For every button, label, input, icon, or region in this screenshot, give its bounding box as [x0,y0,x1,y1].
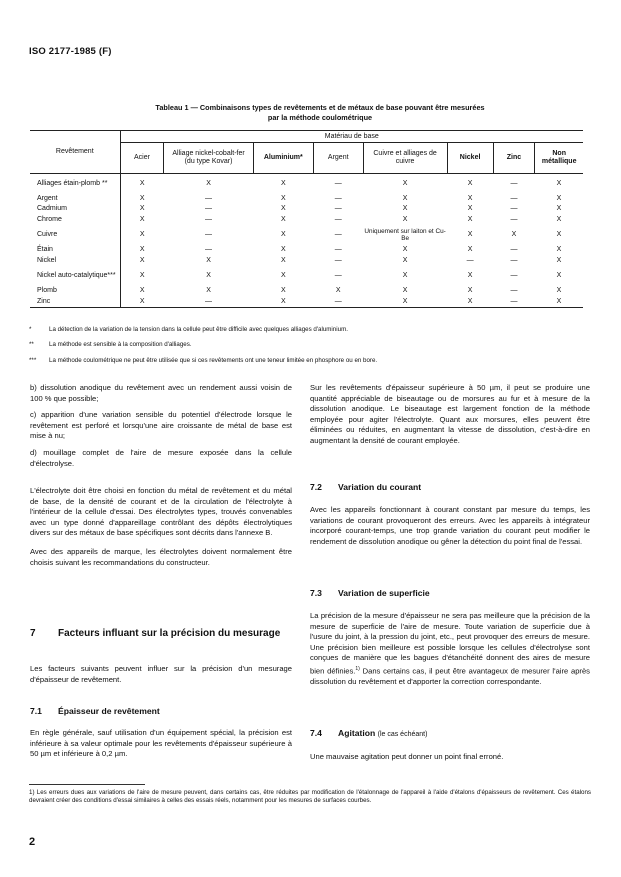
table-cell: X [556,215,562,223]
column-header: Alliage nickel-cobalt-fer (du type Kovar) [164,143,253,174]
table-cell: X [556,231,562,238]
section-7-3-body [310,611,590,694]
table-row [30,215,583,226]
table-row [30,194,583,205]
document-header: ISO 2177-1985 (F) [29,46,112,57]
table-cell: — [510,205,518,213]
table-note [29,357,589,364]
table-cell: X [447,297,493,308]
table-cell: — [205,205,213,213]
table-cell: X [139,215,145,223]
row-label: Cadmium [30,204,120,215]
table-cell: X [139,231,145,238]
column-header: Cuivre et alliages de cuivre [363,143,447,174]
table-cell: X [402,272,408,279]
section-7-1-title: Épaisseur de revêtement [58,706,160,716]
thickness-paragraph: Sur les revêtements d'épaisseur supérieure à 50 µm, il peut se produire une quantité appréciable de biseautage ou de morsures au fur et à mesure de la dissolution anodique. Le biseautage est largement fonction de la méthode employée pour agiter l'électrolyte. Quant aux morsures, elles peuvent être éliminées ou réduites, en augmentant la vitesse de dissolution, c'est-à-dire en augmentant la densité de courant employée. [310,383,590,445]
section-7-heading [30,627,292,640]
section-7-2-title: Variation du courant [338,482,422,492]
table-cell: X [556,246,562,254]
table-cell: X [467,179,473,187]
section-7-3-number: 7.3 [310,588,322,598]
section-7-2-text: Avec les appareils fonctionnant à courant constant par mesure du temps, les variations de courant provoqueront des erreurs. Avec les appareils à intégrateur incorporé courant-temps, une trop grande variation du courant peut modifier le rendement de dissolution anodique ou gêner la détection du point final de l'essai. [310,505,590,546]
table-cell: — [493,297,535,308]
table-row [30,266,583,286]
table-cell: — [510,246,518,254]
table-row [30,286,583,297]
section-7-3-text-a: La précision de la mesure d'épaisseur ne sera pas meilleure que la précision de la mesure de superficie de l'aire de mesure. Toute variation de superficie due à l'usure du joint, à la pression du joint, etc., peut provoquer des erreurs de mesure. Une précision bien meilleure est possible lorsque les cellules d'électrolyse sont conçues de manière que les bagues d'étanchéité donnent des aires de mesure bien définies. [310,611,590,676]
table-note [29,326,589,333]
table-cell: X [467,205,473,213]
coating-combinations-table [30,130,583,308]
table-cell: X [467,246,473,254]
table-cell: X [556,205,562,213]
table-caption-line2: par la méthode coulométrique [267,113,373,122]
column-header: Argent [313,143,363,174]
table-cell: — [334,256,342,264]
section-7-number: 7 [30,628,36,639]
list-item-d: d) mouillage complet de l'aire de mesure exposée dans la cellule d'électrolyse. [30,447,292,468]
section-7-4-title: Agitation [338,728,376,738]
brand-apparatus-paragraph: Avec des appareils de marque, les électrolytes doivent normalement être choisis suivant les recommandations du constructeur. [30,546,292,567]
table-cell: X [280,256,286,264]
table-row [30,256,583,267]
table-cell: X [556,256,562,264]
section-7-1-number: 7.1 [30,706,42,716]
table-row [30,204,583,215]
footnote: 1) Les erreurs dues aux variations de l'aire de mesure peuvent, dans certains cas, être réduites par modification de l'étalonnage de l'appareil à l'aide d'étalons d'épaisseurs de revêtement. Ces étalons devraient créer des conditions d'essai similaires à celles des essais réels, notamment pour les mesures de surfaces courbes. [29,789,591,805]
table-cell: X [206,272,211,279]
table-cell: X [280,272,286,279]
section-7-2-heading [310,482,421,492]
table-cell: X [535,297,583,308]
table-cell: — [164,297,253,308]
section-7-2-number: 7.2 [310,482,322,492]
section-7-title: Facteurs influant sur la précision du mesurage [58,628,281,639]
footnote-reference: 1) [355,665,360,672]
table-cell: X [206,287,211,295]
column-header: Nickel [447,143,493,174]
table-row [30,297,583,308]
table-cell: X [335,287,341,295]
table-cell: X [280,205,286,213]
table-cell: — [510,272,518,279]
table-cell: X [206,256,211,264]
table-cell: X [467,194,473,202]
table-cell: — [205,231,213,238]
page-number: 2 [29,836,36,848]
row-label: Étain [30,245,120,256]
table-cell: — [205,194,213,202]
table-cell: X [402,205,408,213]
table-cell: — [510,256,518,264]
table-cell: X [139,246,145,254]
column-header-materiau: Matériau de base [120,131,583,143]
table-cell: — [334,205,342,213]
table-cell: — [466,256,474,264]
table-cell: — [510,194,518,202]
table-cell: X [139,287,145,295]
section-7-3-text-b: Dans certains cas, il peut être avantageux de mesurer l'aire après dissolution du revêtement et d'apporter la correction correspondante. [310,666,590,687]
table-cell: X [511,231,517,238]
table-cell: X [556,287,562,295]
table-cell: X [556,194,562,202]
table-cell: X [467,287,473,295]
table-cell: — [205,215,213,223]
table-cell: X [556,272,562,279]
table-cell: X [206,179,211,187]
section-7-3-heading [310,588,430,598]
table-cell: — [510,287,518,295]
left-column-paragraphs [30,486,292,574]
column-header: Aluminium* [253,143,313,174]
table-row [30,245,583,256]
section-7-1-heading [30,706,160,716]
section-7-4-subtitle: (le cas échéant) [377,731,428,738]
table-cell: X [139,179,145,187]
table-note-mark: *** [29,357,37,364]
table-cell: X [556,179,562,187]
section-7-3-title: Variation de superficie [338,588,430,598]
table-note [29,341,589,348]
table-note-text: La méthode coulométrique ne peut être utilisée que si ces revêtements ont une teneur limitée en phosphore ou en bore. [49,357,378,364]
table-cell: X [467,272,473,279]
table-note-mark: ** [29,341,34,348]
table-cell: X [280,179,286,187]
section-7-4-text: Une mauvaise agitation peut donner un point final erroné. [310,752,504,761]
table-cell: Uniquement sur laiton et Cu-Be [364,228,446,242]
table-caption [60,103,580,123]
table-cell: X [139,205,145,213]
row-label: Chrome [30,215,120,226]
column-header: Non métallique [535,143,583,174]
table-cell: X [402,256,408,264]
row-label: Cuivre [30,225,120,245]
table-cell: — [334,272,342,279]
table-cell: X [280,215,286,223]
table-cell: X [280,287,286,295]
footnote-divider [29,784,145,785]
table-cell: X [363,297,447,308]
table-caption-line1: Tableau 1 — Combinaisons types de revêtements et de métaux de base pouvant être mesurées [155,103,485,112]
table-note-text: La méthode est sensible à la composition d'alliages. [49,341,192,348]
table-cell: X [402,246,408,254]
column-header: Zinc [493,143,535,174]
electrolyte-paragraph: L'électrolyte doit être choisi en fonction du métal de revêtement et du métal de base, de la densité de courant et de la circulation de l'électrolyte à l'intérieur de la cellule d'essai. Des électrolytes types, trouvés convenables avec un type donné d'appareillage contrôlant des dépôts électrolytiques divers sur des métaux de base spécifiques sont décrits dans l'annexe B. [30,486,292,538]
table-cell: X [253,297,313,308]
table-cell: — [334,231,342,238]
table-cell: X [467,215,473,223]
row-label: Nickel [30,256,120,267]
table-cell: X [402,287,408,295]
table-note-text: La détection de la variation de la tension dans la cellule peut être difficile avec quelques alliages d'aluminium. [49,326,348,333]
table-row [30,225,583,245]
section-7-4-number: 7.4 [310,728,322,738]
table-cell: X [280,194,286,202]
table-cell: X [139,194,145,202]
table-cell: — [510,179,518,187]
row-label: Zinc [30,297,120,308]
row-label: Alliages étain-plomb ** [30,174,120,194]
section-7-body [30,664,292,691]
row-label: Nickel auto-catalytique*** [30,266,120,286]
table-cell: X [280,231,286,238]
table-cell: — [334,179,342,187]
row-label: Argent [30,194,120,205]
right-column-intro [310,383,590,453]
section-7-text: Les facteurs suivants peuvent influer sur la précision d'un mesurage d'épaisseur de revêtement. [30,664,292,684]
column-header: Acier [120,143,164,174]
column-header-revetement: Revêtement [30,131,120,174]
table-cell: X [402,179,408,187]
section-7-4-heading [310,728,427,738]
section-7-1-body [30,728,292,766]
table-cell: — [334,246,342,254]
table-cell: X [467,231,473,238]
list-item-b: b) dissolution anodique du revêtement avec un rendement aussi voisin de 100 % que possible; [30,383,292,403]
table-cell: X [139,272,145,279]
section-7-3-text [310,611,590,688]
row-label: Plomb [30,286,120,297]
table-cell: X [139,256,145,264]
table-cell: — [510,215,518,223]
table-note-mark: * [29,326,32,333]
table-cell: X [280,246,286,254]
table-cell: — [334,194,342,202]
table-cell: X [402,215,408,223]
table-cell: — [313,297,363,308]
table-cell: — [334,215,342,223]
list-item-c: c) apparition d'une variation sensible du potentiel d'électrode lorsque le revêtement est perforé et lorsqu'une aire croissante de métal de base est mise à nu; [30,410,292,441]
table-row [30,174,583,194]
table-cell: — [205,246,213,254]
table-cell: X [120,297,164,308]
section-7-2-body [310,505,590,553]
section-7-1-text: En règle générale, sauf utilisation d'un équipement spécial, la précision est inférieure à sa valeur optimale pour les revêtements d'épaisseur supérieure à 50 µm et inférieure à 0,2 µm. [30,728,292,759]
section-7-4-body [310,752,590,769]
left-column [30,383,292,475]
table-cell: X [402,194,408,202]
